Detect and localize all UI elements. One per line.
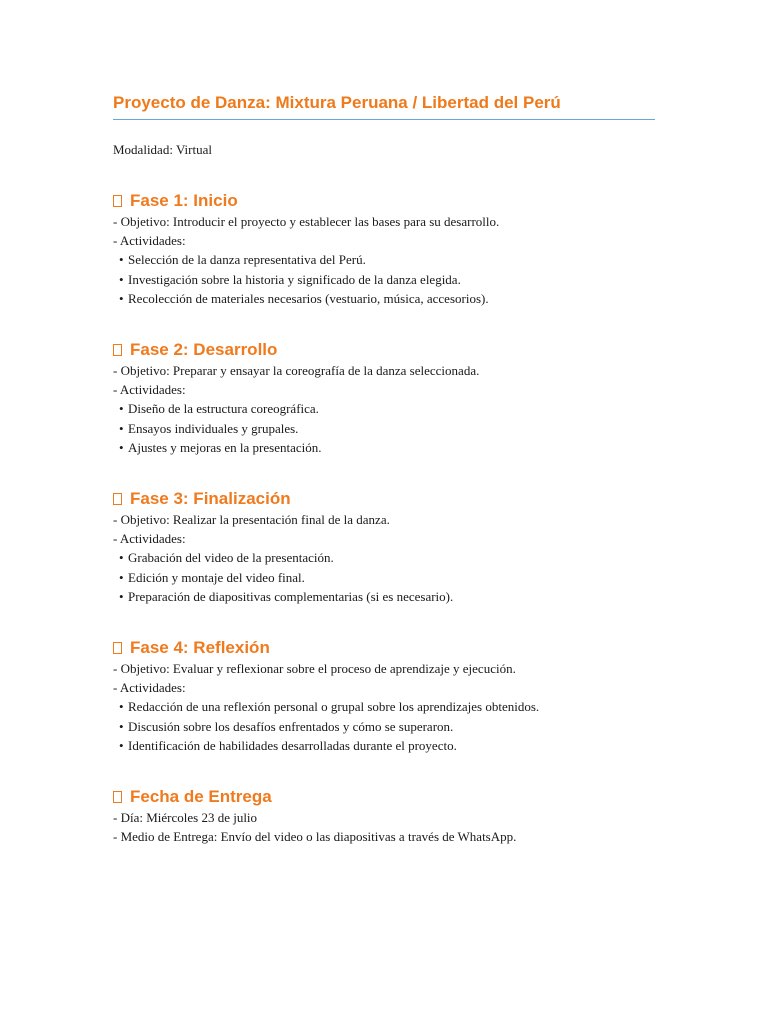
list-item-text: Investigación sobre la historia y significado de la danza elegida. <box>128 271 461 287</box>
section-heading <box>113 786 655 808</box>
list-item <box>113 587 655 606</box>
list-item <box>113 438 655 457</box>
bullet-icon: • <box>119 290 124 306</box>
bullet-icon: • <box>119 271 124 287</box>
section-fase-1 <box>113 190 655 308</box>
list-item-text: Selección de la danza representativa del Perú. <box>128 252 366 268</box>
missing-glyph-icon <box>113 642 122 654</box>
section-heading-label: Fecha de Entrega <box>130 787 272 807</box>
delivery-day-text: - Día: Miércoles 23 de julio <box>113 810 258 826</box>
missing-glyph-icon <box>113 195 122 207</box>
delivery-medium-text: - Medio de Entrega: Envío del video o las diapositivas a través de WhatsApp. <box>113 829 517 845</box>
list-item-text: Recolección de materiales necesarios (vestuario, música, accesorios). <box>128 290 489 306</box>
activities-label: - Actividades: <box>113 680 186 696</box>
list-item <box>113 568 655 587</box>
list-item <box>113 270 655 289</box>
list-item <box>113 717 655 736</box>
section-heading <box>113 190 655 212</box>
missing-glyph-icon <box>113 493 122 505</box>
activities-label: - Actividades: <box>113 233 186 249</box>
list-item-text: Redacción de una reflexión personal o grupal sobre los aprendizajes obtenidos. <box>128 699 540 715</box>
list-item-text: Edición y montaje del video final. <box>128 569 305 585</box>
list-item-text: Diseño de la estructura coreográfica. <box>128 401 319 417</box>
objective-text: - Objetivo: Preparar y ensayar la coreografía de la danza seleccionada. <box>113 363 480 379</box>
list-item <box>113 419 655 438</box>
bullet-icon: • <box>119 569 124 585</box>
section-heading <box>113 339 655 361</box>
list-item-text: Identificación de habilidades desarrolladas durante el proyecto. <box>128 737 457 753</box>
missing-glyph-icon <box>113 344 122 356</box>
document-page <box>113 92 655 846</box>
modality-text: Modalidad: Virtual <box>113 142 212 157</box>
list-item <box>113 736 655 755</box>
section-fase-4 <box>113 637 655 755</box>
section-heading-label: Fase 2: Desarrollo <box>130 340 278 360</box>
bullet-icon: • <box>119 401 124 417</box>
bullet-icon: • <box>119 439 124 455</box>
objective-text: - Objetivo: Realizar la presentación final de la danza. <box>113 512 390 528</box>
list-item <box>113 697 655 716</box>
bullet-icon: • <box>119 252 124 268</box>
page-title: Proyecto de Danza: Mixtura Peruana / Libertad del Perú <box>113 92 655 120</box>
section-heading-label: Fase 4: Reflexión <box>130 638 270 658</box>
section-heading <box>113 488 655 510</box>
list-item-text: Grabación del video de la presentación. <box>128 550 334 566</box>
section-heading-label: Fase 3: Finalización <box>130 489 291 509</box>
section-heading-label: Fase 1: Inicio <box>130 191 238 210</box>
section-fase-3 <box>113 488 655 606</box>
bullet-icon: • <box>119 718 124 734</box>
missing-glyph-icon <box>113 791 122 803</box>
objective-text: - Objetivo: Evaluar y reflexionar sobre el proceso de aprendizaje y ejecución. <box>113 661 516 677</box>
bullet-icon: • <box>119 588 124 604</box>
section-fase-2 <box>113 339 655 457</box>
list-item-text: Ensayos individuales y grupales. <box>128 420 299 436</box>
activities-label: - Actividades: <box>113 531 186 547</box>
list-item <box>113 399 655 418</box>
bullet-icon: • <box>119 550 124 566</box>
bullet-icon: • <box>119 699 124 715</box>
list-item-text: Preparación de diapositivas complementarias (si es necesario). <box>128 588 454 604</box>
objective-text: - Objetivo: Introducir el proyecto y establecer las bases para su desarrollo. <box>113 214 500 229</box>
list-item <box>113 289 655 308</box>
activities-label: - Actividades: <box>113 382 186 398</box>
list-item-text: Ajustes y mejoras en la presentación. <box>128 439 322 455</box>
section-delivery <box>113 786 655 846</box>
list-item <box>113 548 655 567</box>
section-heading <box>113 637 655 659</box>
bullet-icon: • <box>119 420 124 436</box>
list-item-text: Discusión sobre los desafíos enfrentados y cómo se superaron. <box>128 718 454 734</box>
bullet-icon: • <box>119 737 124 753</box>
list-item <box>113 250 655 269</box>
